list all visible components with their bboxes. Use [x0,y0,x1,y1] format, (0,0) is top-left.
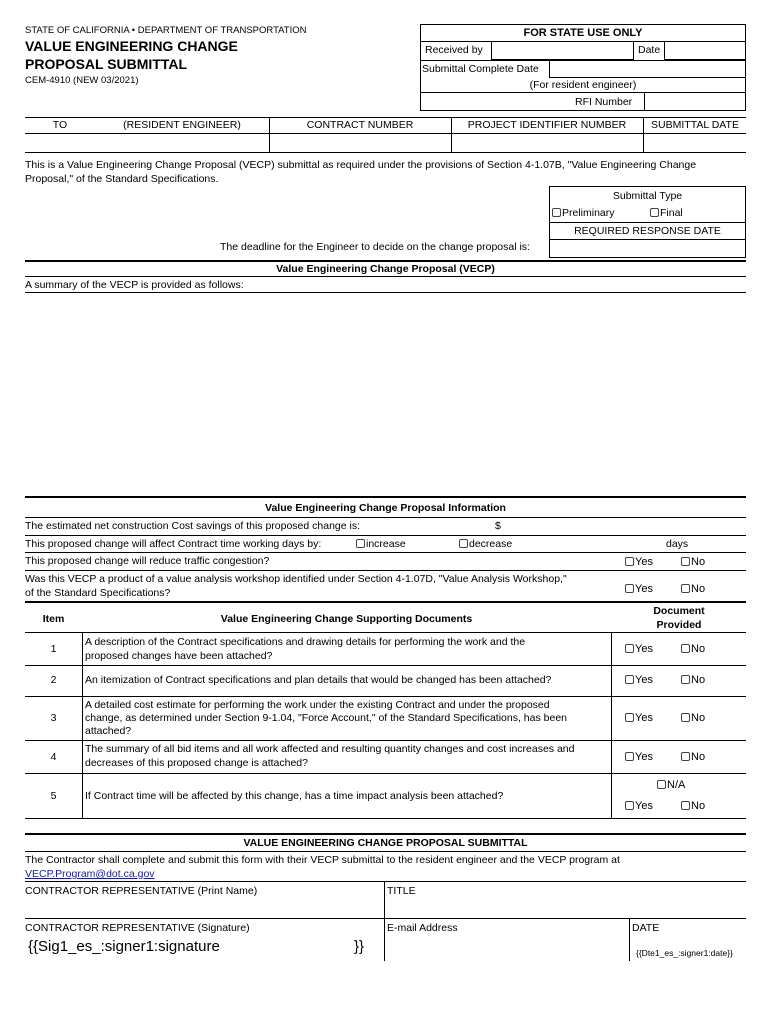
signature-tag-close: }} [354,938,365,955]
deadline-text: The deadline for the Engineer to decide on the change proposal is: [220,241,530,253]
rfi-number-label: RFI Number [575,96,633,108]
agency-line: STATE OF CALIFORNIA • DEPARTMENT OF TRANSPORTATION [25,25,307,36]
dollar-sign: $ [495,520,501,532]
provided-header-2: Provided [656,619,702,631]
row-1-no[interactable]: No [681,643,705,655]
submittal-instructions: The Contractor shall complete and submit this form with their VECP submittal to the resident engineer and the VECP program at [25,854,620,866]
summary-text-area[interactable] [25,294,746,494]
submittal-heading: VALUE ENGINEERING CHANGE PROPOSAL SUBMITTAL [243,837,528,849]
submittal-complete-label: Submittal Complete Date [422,63,539,75]
rep-print-field[interactable] [25,897,383,917]
row-2-number: 2 [50,674,57,686]
row-1-yes-checkbox[interactable] [625,644,634,653]
row-3-text-1: A detailed cost estimate for performing the work under the existing Contract and under the proposed [85,699,550,711]
row-4-yes-checkbox[interactable] [625,752,634,761]
submittal-date-label: SUBMITTAL DATE [651,119,739,131]
cost-savings-field[interactable] [504,518,744,534]
row-1-number: 1 [50,643,57,655]
row-2-yes[interactable]: Yes [625,674,653,686]
decrease-checkbox[interactable] [459,539,468,548]
to-field[interactable] [25,134,269,152]
vecp-email-link[interactable] [25,868,155,880]
vecp-heading: Value Engineering Change Proposal (VECP) [276,263,495,275]
received-by-field[interactable] [491,41,634,60]
contract-number-field[interactable] [270,134,450,152]
email-address-label: E-mail Address [387,922,458,934]
cost-savings-label: The estimated net construction Cost savings of this proposed change is: [25,520,361,532]
workshop-line2: of the Standard Specifications? [25,587,171,599]
project-identifier-label: PROJECT IDENTIFIER NUMBER [467,119,627,131]
row-4-text-2: decreases of this proposed change is attached? [85,757,308,769]
row-2-no[interactable]: No [681,674,705,686]
days-label: days [666,538,689,550]
item-header: Item [42,613,65,625]
row-3-yes-checkbox[interactable] [625,713,634,722]
signature-tag[interactable]: {{Sig1_es_:signer1:signature [28,938,220,955]
required-response-date-label: REQUIRED RESPONSE DATE [574,225,721,237]
traffic-yes[interactable]: Yes [625,556,653,568]
row-5-yes[interactable]: Yes [625,800,653,812]
state-date-field[interactable] [664,41,746,60]
date-label: DATE [632,922,660,934]
row-1-yes[interactable]: Yes [625,643,653,655]
state-use-heading: FOR STATE USE ONLY [523,27,643,39]
row-5-na-checkbox[interactable] [657,780,666,789]
row-3-number: 3 [50,712,57,724]
row-2-no-checkbox[interactable] [681,675,690,684]
received-by-label: Received by [425,44,483,56]
project-identifier-field[interactable] [452,134,642,152]
submittal-date-field[interactable] [644,134,746,152]
rep-signature-label: CONTRACTOR REPRESENTATIVE (Signature) [25,922,250,934]
row-2-text-1: An itemization of Contract specifications and plan details that would be changed has been attached? [85,674,552,686]
row-4-text-1: The summary of all bid items and all work affected and resulting quantity changes and cost increases and [85,743,575,755]
docs-header: Value Engineering Change Supporting Documents [220,613,473,625]
intro-line2: Proposal," of the Standard Specifications. [25,173,219,185]
email-address-field[interactable] [387,936,627,960]
traffic-label: This proposed change will reduce traffic congestion? [25,555,270,567]
title-field[interactable] [387,897,745,917]
for-resident-engineer-note: (For resident engineer) [529,79,637,91]
row-4-no-checkbox[interactable] [681,752,690,761]
time-days-label: This proposed change will affect Contract time working days by: [25,538,322,550]
state-date-label: Date [638,44,661,56]
form-title-line2: PROPOSAL SUBMITTAL [25,56,188,72]
row-3-text-2: change, as determined under Section 9-1.04, "Force Account," of the Standard Specifications, has been [85,712,568,724]
form-title-line1: VALUE ENGINEERING CHANGE [25,38,238,54]
to-label: TO [52,119,68,131]
row-3-text-3: attached? [85,725,132,737]
row-3-yes[interactable]: Yes [625,712,653,724]
row-5-number: 5 [50,790,57,802]
row-1-text-1: A description of the Contract specifications and drawing details for performing the work and the [85,636,526,648]
preliminary-checkbox[interactable] [552,208,561,217]
workshop-no-checkbox[interactable] [681,584,690,593]
preliminary-option[interactable]: Preliminary [552,207,615,219]
row-3-no-checkbox[interactable] [681,713,690,722]
submittal-type-label: Submittal Type [612,190,683,202]
traffic-yes-checkbox[interactable] [625,557,634,566]
contract-number-label: CONTRACT NUMBER [306,119,414,131]
final-option[interactable]: Final [650,207,683,219]
decrease-option[interactable]: decrease [459,538,512,550]
workshop-line1: Was this VECP a product of a value analysis workshop identified under Section 4-1.07D, "Value Analysis Workshop," [25,573,567,585]
intro-line1: This is a Value Engineering Change Proposal (VECP) submittal as required under the provisions of Section 4-1.07B, "Value Engineering Change [25,159,697,171]
traffic-no-checkbox[interactable] [681,557,690,566]
workshop-yes[interactable]: Yes [625,583,653,595]
date-tag[interactable]: {{Dte1_es_:signer1:date}} [636,948,733,958]
row-4-number: 4 [50,751,57,763]
row-4-no[interactable]: No [681,751,705,763]
vecp-email-anchor[interactable]: VECP.Program@dot.ca.gov [25,868,155,880]
rfi-number-field[interactable] [644,92,746,111]
row-5-text-1: If Contract time will be affected by this change, has a time impact analysis been attached? [85,790,504,802]
row-1-text-2: proposed changes have been attached? [85,650,273,662]
provided-header-1: Document [653,605,705,617]
rep-print-label: CONTRACTOR REPRESENTATIVE (Print Name) [25,885,258,897]
resident-engineer-label: (RESIDENT ENGINEER) [123,119,241,131]
row-5-no-checkbox[interactable] [681,801,690,810]
row-4-yes[interactable]: Yes [625,751,653,763]
row-5-no[interactable]: No [681,800,705,812]
row-5-na[interactable]: N/A [657,779,685,791]
title-label: TITLE [387,885,416,897]
traffic-no[interactable]: No [681,556,705,568]
increase-option[interactable]: increase [356,538,406,550]
days-field[interactable] [540,536,660,552]
row-3-no[interactable]: No [681,712,705,724]
row-5-yes-checkbox[interactable] [625,801,634,810]
info-heading: Value Engineering Change Proposal Information [265,502,506,514]
row-2-yes-checkbox[interactable] [625,675,634,684]
final-checkbox[interactable] [650,208,659,217]
workshop-yes-checkbox[interactable] [625,584,634,593]
row-1-no-checkbox[interactable] [681,644,690,653]
required-response-date-field[interactable] [550,240,745,257]
workshop-no[interactable]: No [681,583,705,595]
submittal-complete-field[interactable] [549,60,746,78]
increase-checkbox[interactable] [356,539,365,548]
form-number: CEM-4910 (NEW 03/2021) [25,75,139,86]
summary-label: A summary of the VECP is provided as follows: [25,279,244,291]
